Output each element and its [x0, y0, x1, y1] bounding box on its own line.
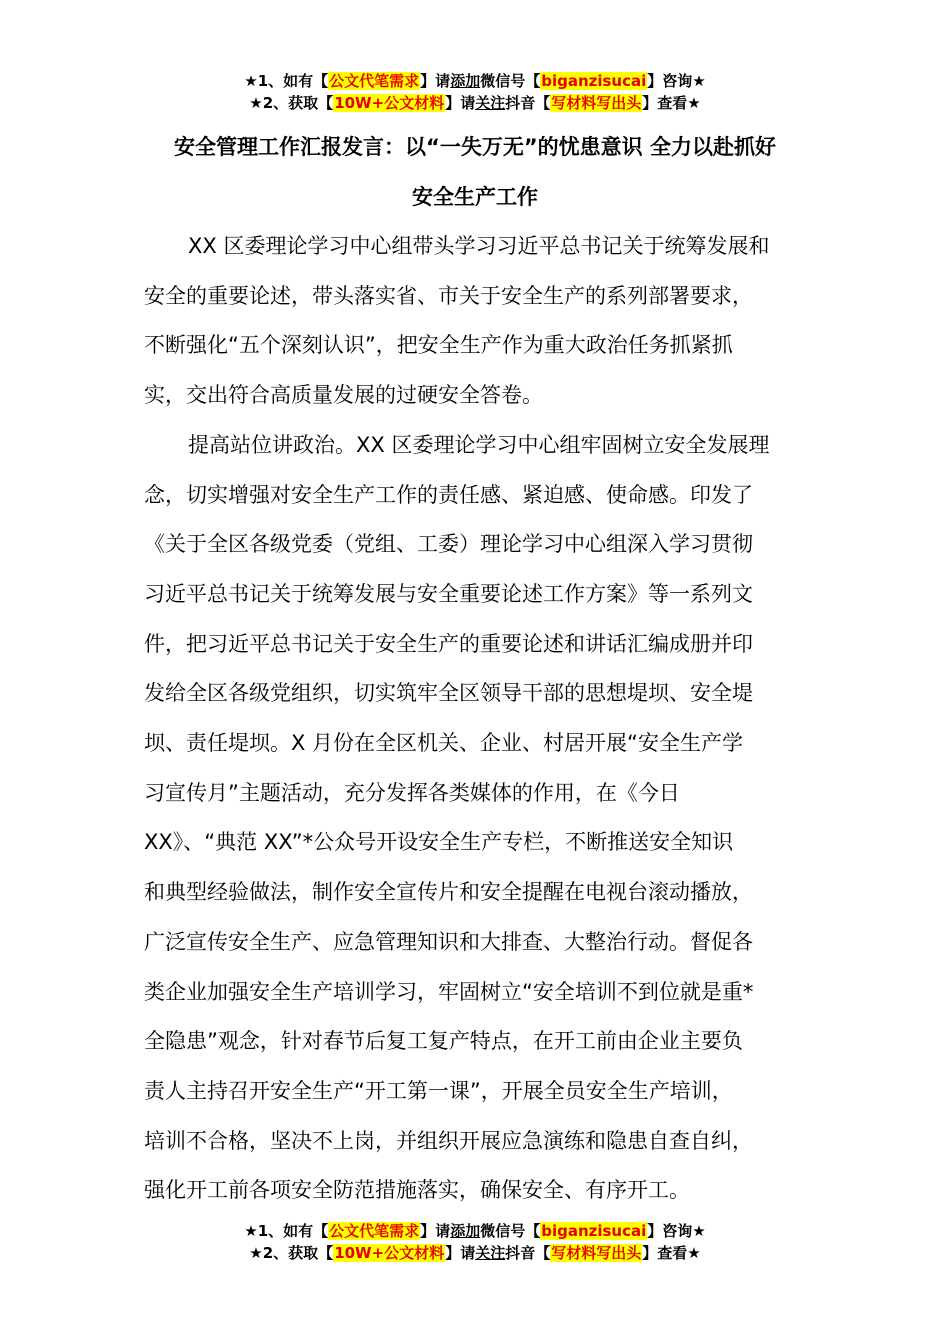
promo-highlight: 公文代笔需求	[329, 1222, 420, 1240]
promo-line-1	[0, 70, 950, 92]
promo-text: ★2、获取【	[249, 1244, 334, 1262]
promo-highlight: 10W+公文材料	[334, 94, 445, 112]
title-line-1: 安全管理工作汇报发言：以“一失万无”的忧患意识 全力以赴抓好	[174, 135, 776, 159]
text-line: XX 区委理论学习中心组带头学习习近平总书记关于统筹发展和	[188, 234, 770, 258]
promo-text: 】请	[420, 72, 451, 90]
document-title	[140, 122, 810, 222]
promo-banner-top	[0, 70, 950, 114]
promo-text: 】请	[445, 1244, 476, 1262]
promo-text: 】请	[420, 1222, 451, 1240]
promo-highlight: 写材料写出头	[551, 94, 642, 112]
text-line: 提高站位讲政治。XX 区委理论学习中心组牢固树立安全发展理	[188, 432, 770, 457]
promo-text: ★1、如有【	[244, 1222, 329, 1240]
text-line: 类企业加强安全生产培训学习，牢固树立“安全培训不到位就是重*	[144, 979, 754, 1004]
text-line: 广泛宣传安全生产、应急管理知识和大排查、大整治行动。督促各	[144, 929, 753, 954]
text-line: 发给全区各级党组织，切实筑牢全区领导干部的思想堤坝、安全堤	[144, 681, 753, 706]
text-line: 培训不合格，坚决不上岗，并组织开展应急演练和隐患自查自纠，	[144, 1128, 753, 1153]
text-line: 不断强化“五个深刻认识”，把安全生产作为重大政治任务抓紧抓	[144, 333, 733, 358]
promo-underlined-text: 关注	[475, 94, 506, 112]
text-line: 《关于全区各级党委（党组、工委）理论学习中心组深入学习贯彻	[144, 532, 753, 557]
promo-highlight: 公文代笔需求	[329, 72, 420, 90]
promo-text: 微信号【	[480, 1222, 541, 1240]
promo-line-2	[0, 92, 950, 114]
promo-text: 】咨询★	[647, 72, 706, 90]
promo-line-1	[0, 1220, 950, 1242]
paragraph-1	[144, 222, 808, 421]
promo-text: ★2、获取【	[249, 94, 334, 112]
text-line: 责人主持召开安全生产“开工第一课”，开展全员安全生产培训，	[144, 1078, 733, 1103]
promo-highlight: 写材料写出头	[551, 1244, 642, 1262]
promo-underlined-text: 关注	[475, 1244, 506, 1262]
title-line-2: 安全生产工作	[412, 185, 538, 209]
promo-text: ★1、如有【	[244, 72, 329, 90]
text-line: 全隐患”观念，针对春节后复工复产特点，在开工前由企业主要负	[144, 1029, 743, 1054]
paragraph-2	[144, 421, 808, 1216]
text-line: 习宣传月”主题活动，充分发挥各类媒体的作用，在《今日	[144, 780, 680, 805]
text-line: 件，把习近平总书记关于安全生产的重要论述和讲话汇编成册并印	[144, 631, 753, 656]
text-line: 安全的重要论述，带头落实省、市关于安全生产的系列部署要求，	[144, 283, 753, 308]
text-line: 念，切实增强对安全生产工作的责任感、紧迫感、使命感。印发了	[144, 482, 753, 507]
promo-text: 】咨询★	[647, 1222, 706, 1240]
promo-text: 】请	[445, 94, 476, 112]
promo-underlined-text: 添加	[450, 72, 481, 90]
promo-highlight: 10W+公文材料	[334, 1244, 445, 1262]
promo-text: 微信号【	[480, 72, 541, 90]
promo-highlight: biganzisucai	[541, 72, 647, 90]
text-line: XX》、“典范 XX”*公众号开设安全生产专栏，不断推送安全知识	[144, 830, 734, 855]
promo-text: 抖音【	[505, 1244, 551, 1262]
document-body	[144, 222, 808, 1216]
promo-line-2	[0, 1242, 950, 1264]
promo-text: 抖音【	[505, 94, 551, 112]
promo-banner-bottom	[0, 1220, 950, 1264]
promo-text: 】查看★	[642, 94, 701, 112]
promo-highlight: biganzisucai	[541, 1222, 647, 1240]
promo-text: 】查看★	[642, 1244, 701, 1262]
text-line: 强化开工前各项安全防范措施落实，确保安全、有序开工。	[144, 1178, 690, 1203]
promo-underlined-text: 添加	[450, 1222, 481, 1240]
text-line: 坝、责任堤坝。X 月份在全区机关、企业、村居开展“安全生产学	[144, 731, 743, 756]
text-line: 实，交出符合高质量发展的过硬安全答卷。	[144, 383, 543, 408]
text-line: 和典型经验做法，制作安全宣传片和安全提醒在电视台滚动播放，	[144, 880, 753, 905]
text-line: 习近平总书记关于统筹发展与安全重要论述工作方案》等一系列文	[144, 581, 753, 606]
